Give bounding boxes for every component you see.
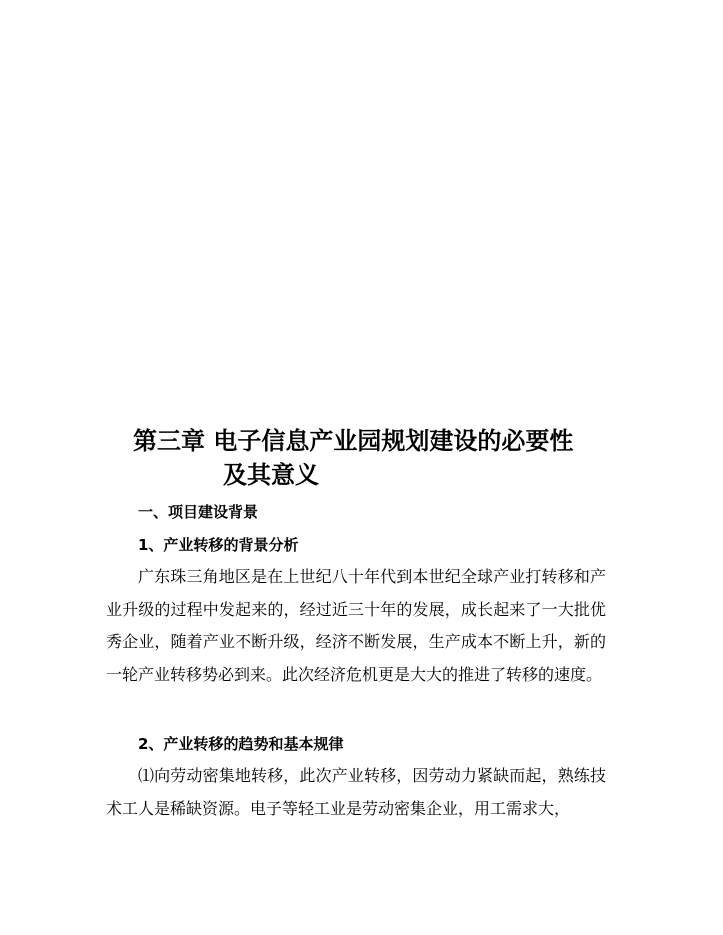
chapter-title-line2: 及其意义 — [223, 461, 319, 489]
paragraph-transfer-background: 广东珠三角地区是在上世纪八十年代到本世纪全球产业打转移和产业升级的过程中发起来的，经过近三十年的发展，成长起来了一大批优秀企业，随着产业不断升级，经济不断发展，生产成本不断上升，新的一轮产业转移势必到来。此次经济危机更是大大的推进了转移的速度。 — [106, 567, 606, 684]
subsection-heading-transfer-background: 1、产业转移的背景分析 — [138, 536, 299, 554]
subsection-heading-transfer-trends: 2、产业转移的趋势和基本规律 — [138, 735, 344, 753]
section-heading-project-background: 一、项目建设背景 — [138, 503, 259, 521]
chapter-title — [133, 424, 653, 492]
chapter-title-line1: 第三章 电子信息产业园规划建设的必要性 — [133, 427, 574, 455]
paragraph-transfer-trends: ⑴向劳动密集地转移，此次产业转移，因劳动力紧缺而起，熟练技术工人是稀缺资源。电子等轻工业是劳动密集企业，用工需求大， — [106, 766, 606, 818]
